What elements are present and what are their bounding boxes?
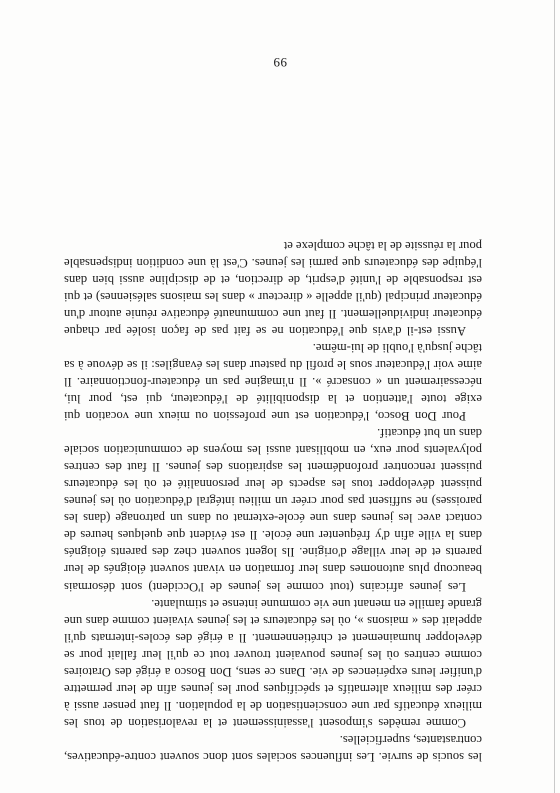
paragraph: Comme remèdes s'imposent l'assainissement et la revalorisation de tous les milieux éducatifs par une conscientisation de la population. Il faut penser aussi à créer des milieux alternatifs et spécifiques pour les jeunes afin de leur permettre d'unifier leurs expériences de vie. Dans ce sens, Don Bosco a érigé des Oratoires comme centres où les jeunes pouvaient trouver tout ce qu'il leur fallait pour se développer humainement et chrétiennement. Il a érigé des écoles-internats qu'il appelait des « maisons », où les éducateurs et les jeunes vivaient comme dans une grande famille en menant une vie commune intense et stimulante. [64, 596, 482, 730]
paragraph: les soucis de survie. Les influences sociales sont donc souvent contre-éducatives, contrastantes, superficielles. [64, 732, 482, 764]
paragraph: Pour Don Bosco, l'éducation est une profession ou mieux une vocation qui exige toute l'attention et la disponibilité de l'éducateur, qui est, pour lui, nécessairement un « consacré ». Il n'imagine pas un éducateur-fonctionnaire. Il aime voir l'éducateur sous le profil du pasteur dans les évangiles: il se dévoue à sa tâche jusqu'à l'oubli de lui-même. [64, 340, 482, 424]
page-number: 99 [273, 55, 287, 70]
paragraph: Aussi est-il d'avis que l'éducation ne se fait pas de façon isolée par chaque éducateur individuellement. Il faut une communauté éducative réunie autour d'un éducateur principal (qu'il appelle « directeur » dans les maisons salésiennes) et qui est responsable de l'unité d'esprit, de direction, et de discipline aussi bien dans l'équipe des éducateurs que parmi les jeunes. C'est là une condition indispensable pour la réussite de la tâche complexe et [64, 238, 482, 338]
page-edge-line [554, 0, 555, 793]
paragraph: Les jeunes africains (tout comme les jeunes de l'Occident) sont désormais beaucoup plus autonomes dans leur formation en vivant souvent éloignés de leur parents et de leur village d'origine. Ils logent souvent chez des parents éloignés dans la ville afin d'y fréquenter une école. Il est évident que quelques heures de contact avec les jeunes dans une école-externat ou dans un patronage (dans les paroisses) ne suffisent pas pour créer un milieu intégral d'éducation où les jeunes puissent développer tous les aspects de leur personnalité et où les éducateurs puissent rencontrer profondément les aspirations des jeunes. Il faut des centres polyvalents pour eux, en mobilisant aussi les moyens de communication sociale dans un but éducatif. [64, 426, 482, 594]
body-text [64, 237, 482, 765]
